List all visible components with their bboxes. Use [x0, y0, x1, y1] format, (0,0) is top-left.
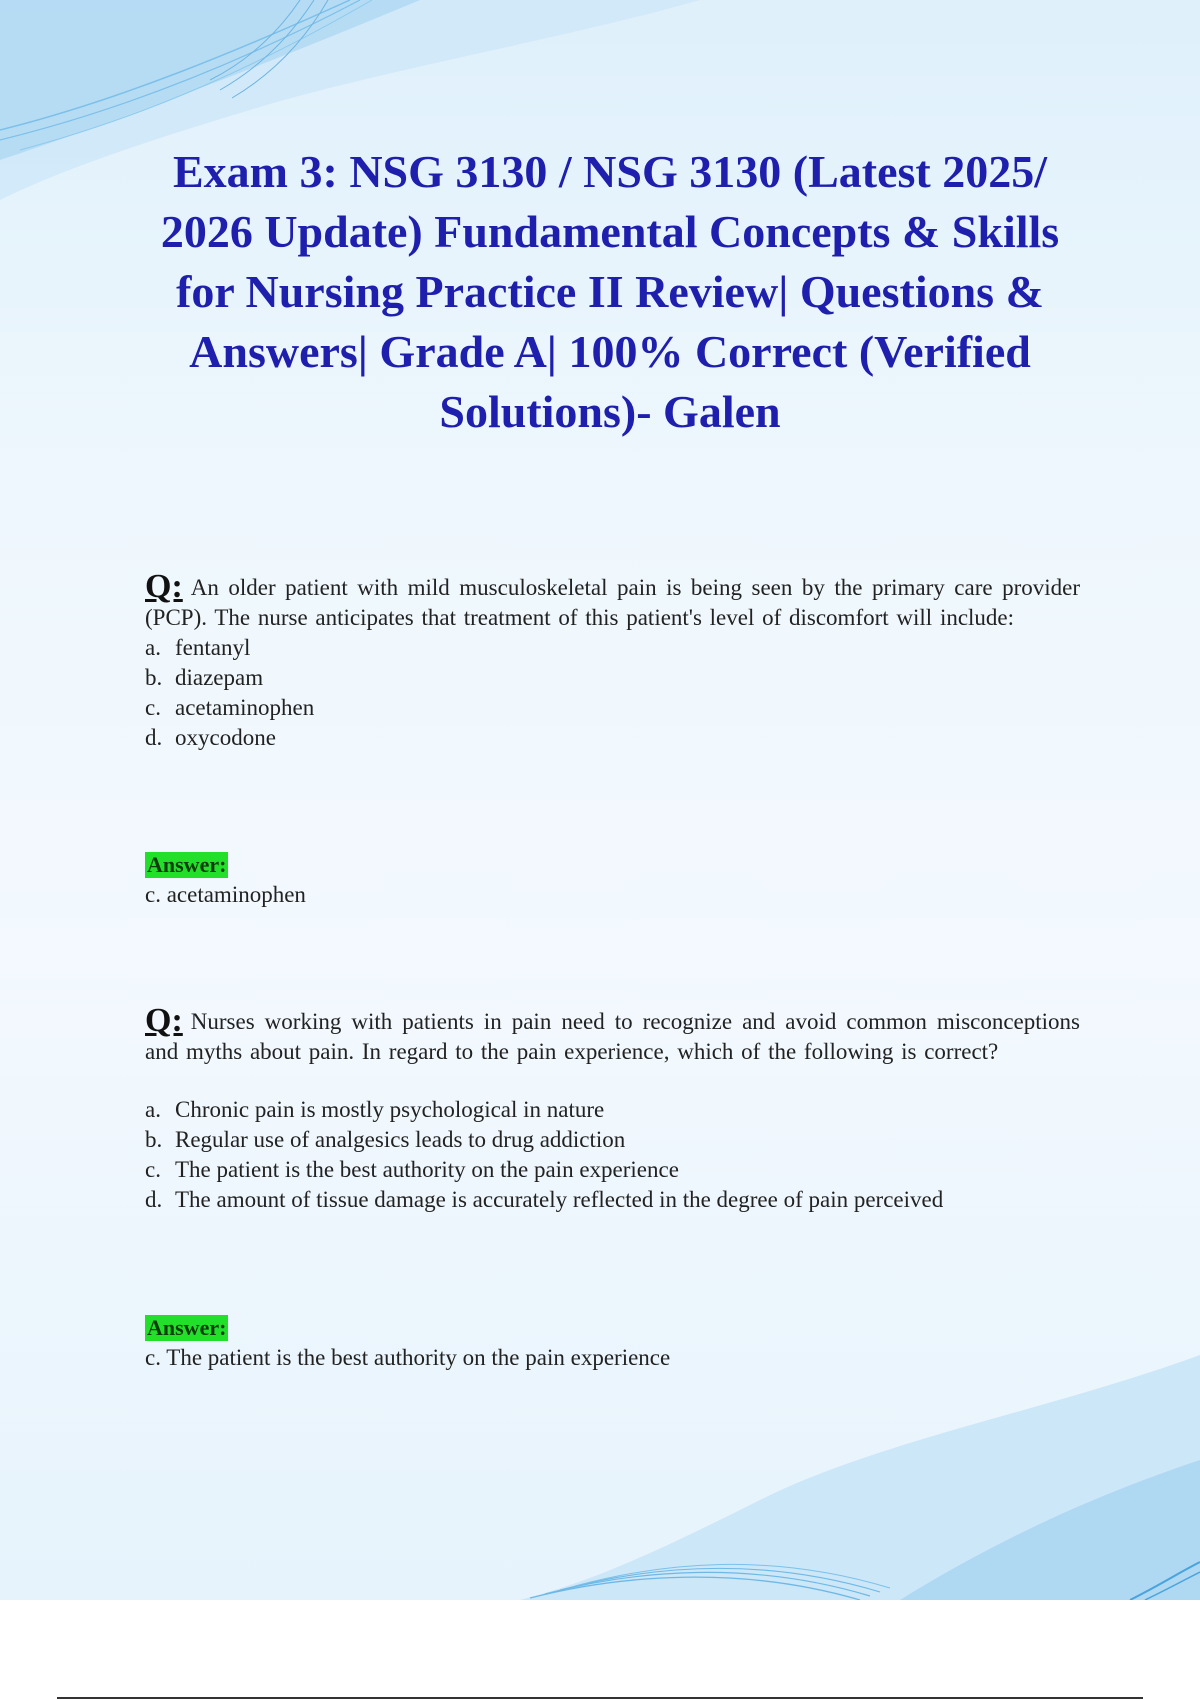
answer-1 — [145, 850, 1080, 910]
question-2-option-c: c. The patient is the best authority on the pain experience — [145, 1157, 679, 1182]
question-1-option-b: b. diazepam — [145, 665, 264, 690]
question-2-text-block — [145, 1002, 1080, 1067]
question-1-option-a: a. fentanyl — [145, 635, 251, 660]
question-2-options — [145, 1095, 1080, 1215]
question-2-label: Q: — [145, 1002, 183, 1039]
question-1-text-block — [145, 568, 1080, 633]
question-2 — [145, 1002, 1080, 1215]
page-bottom-rule — [57, 1697, 1143, 1699]
question-2-option-a: a. Chronic pain is mostly psychological in nature — [145, 1097, 605, 1122]
question-1-label: Q: — [145, 568, 183, 605]
question-1-option-c: c. acetaminophen — [145, 695, 315, 720]
answer-2-text: c. The patient is the best authority on the pain experience — [145, 1345, 671, 1370]
question-2-option-d: d. The amount of tissue damage is accurately reflected in the degree of pain perceived — [145, 1187, 944, 1212]
question-1-text: An older patient with mild musculoskeletal pain is being seen by the primary care provider (PCP). The nurse anticipates that treatment of this patient's level of discomfort will include: — [145, 575, 1080, 630]
question-2-option-b: b. Regular use of analgesics leads to drug addiction — [145, 1127, 626, 1152]
answer-2 — [145, 1313, 1080, 1373]
answer-1-label: Answer: — [147, 852, 227, 877]
answer-1-text: c. acetaminophen — [145, 882, 306, 907]
document-title: Exam 3: NSG 3130 / NSG 3130 (Latest 2025/ 2026 Update) Fundamental Concepts & Skills for Nursing Practice II Review| Questions & Answers| Grade A| 100% Correct (Verified Solutions)- Galen — [160, 146, 1060, 437]
question-1-options — [145, 633, 1080, 753]
answer-2-label: Answer: — [147, 1315, 227, 1340]
question-1-option-d: d. oxycodone — [145, 725, 276, 750]
question-1 — [145, 568, 1080, 753]
question-2-text: Nurses working with patients in pain need to recognize and avoid common misconceptions and myths about pain. In regard to the pain experience, which of the following is correct? — [145, 1009, 1080, 1064]
